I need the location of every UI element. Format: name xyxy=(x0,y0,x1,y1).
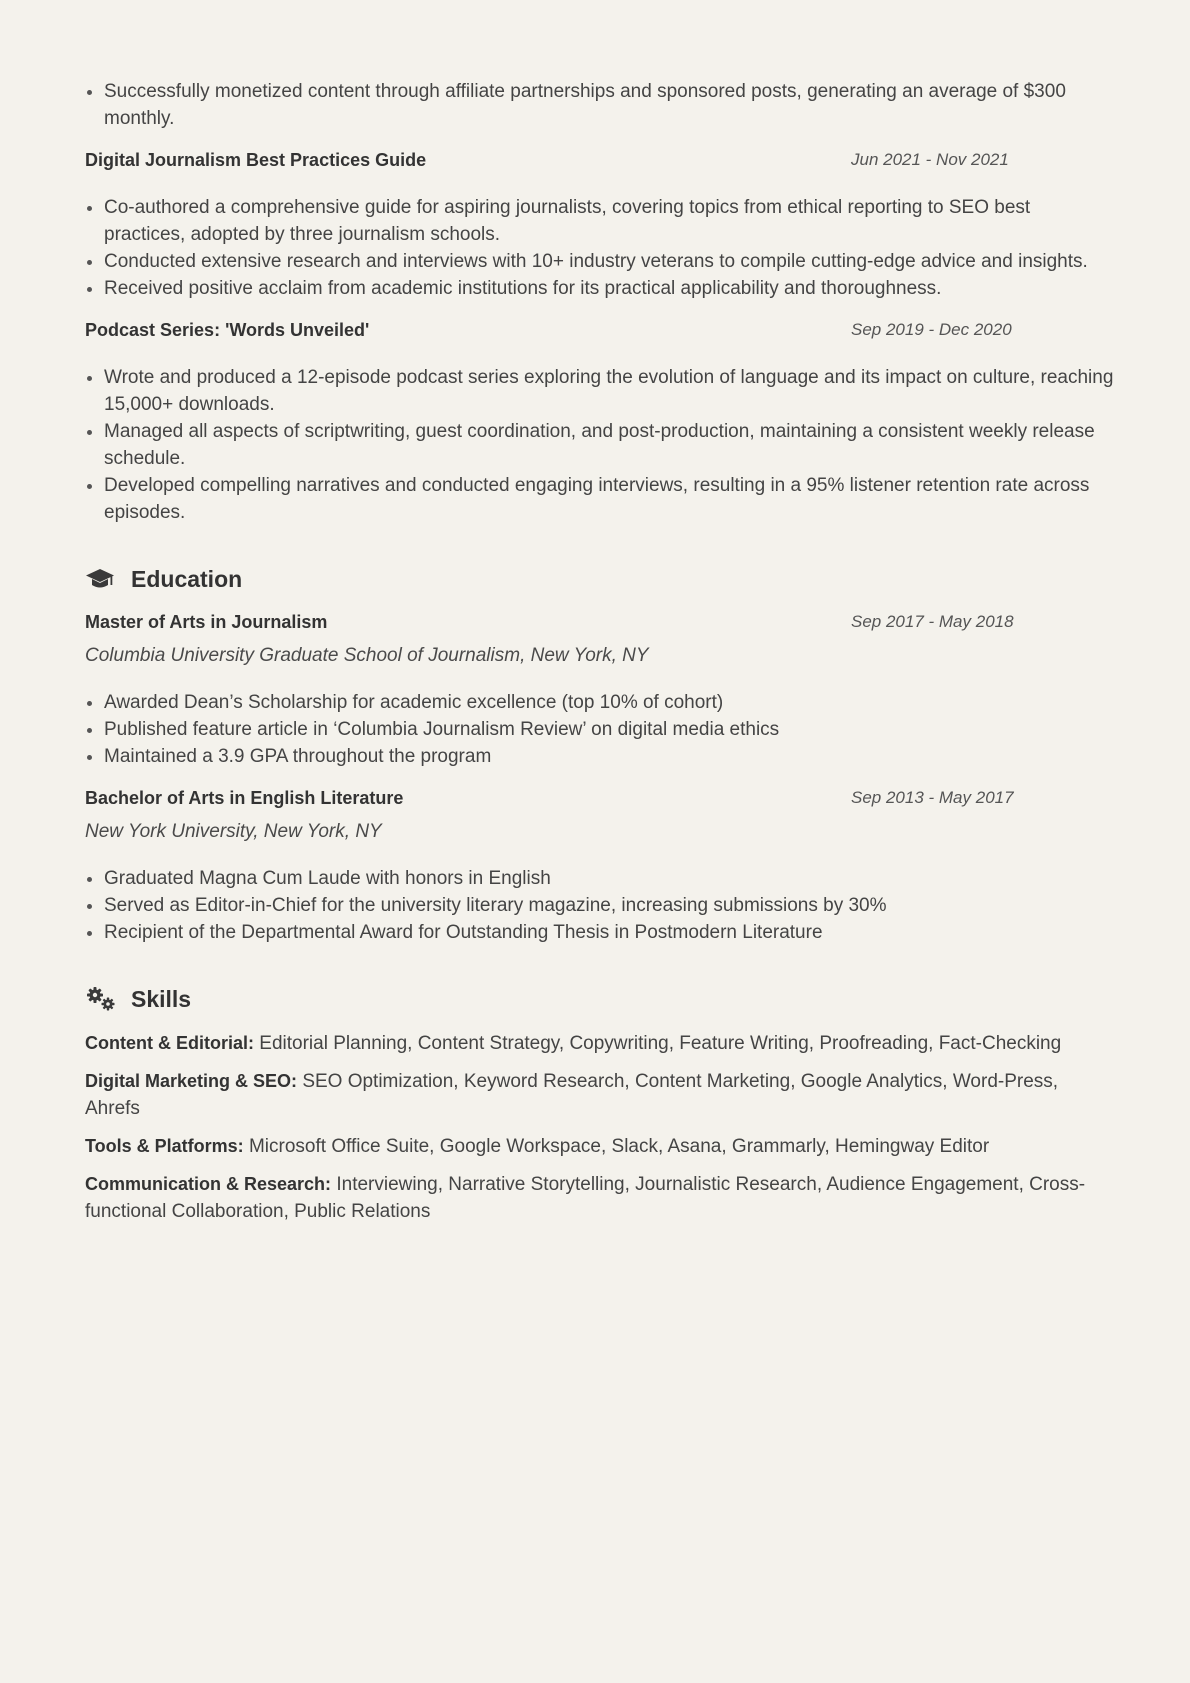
degree-title: Bachelor of Arts in English Literature xyxy=(85,788,404,808)
project-date: Sep 2019 - Dec 2020 xyxy=(851,320,1012,339)
skill-label: Digital Marketing & SEO: xyxy=(85,1071,298,1091)
gears-icon xyxy=(85,986,117,1012)
section-title: Skills xyxy=(131,986,192,1012)
project-entry xyxy=(85,318,1115,526)
skill-value: Interviewing, Narrative Storytelling, Journalistic Research, Audience Engagement, Cross-functional Collaboration, Public Relations xyxy=(85,1174,1086,1222)
project-bullets xyxy=(85,194,1115,302)
skill-value: SEO Optimization, Keyword Research, Content Marketing, Google Analytics, Word-Press, Ahrefs xyxy=(85,1071,1059,1119)
skill-label: Communication & Research: xyxy=(85,1174,332,1194)
education-header xyxy=(85,786,1115,810)
project-date: Jun 2021 - Nov 2021 xyxy=(851,150,1009,169)
project-bullets xyxy=(85,364,1115,526)
graduation-cap-icon xyxy=(85,566,117,592)
skill-row xyxy=(85,1068,1115,1122)
resume-page xyxy=(85,78,1115,1236)
bullet-item: Served as Editor-in-Chief for the university literary magazine, increasing submissions by 30% xyxy=(85,892,1115,919)
skill-row xyxy=(85,1133,1115,1160)
education-date: Sep 2013 - May 2017 xyxy=(851,788,1014,807)
bullet-item: Co-authored a comprehensive guide for aspiring journalists, covering topics from ethical reporting to SEO best practices, adopted by three journalism schools. xyxy=(85,194,1115,248)
skill-label: Content & Editorial: xyxy=(85,1033,254,1053)
bullet-item: Developed compelling narratives and conducted engaging interviews, resulting in a 95% listener retention rate across episodes. xyxy=(85,472,1115,526)
education-section-header xyxy=(85,564,1115,594)
bullet-item: Successfully monetized content through affiliate partnerships and sponsored posts, generating an average of $300 monthly. xyxy=(85,78,1115,132)
project-title: Digital Journalism Best Practices Guide xyxy=(85,150,427,170)
education-bullets xyxy=(85,865,1115,946)
bullet-item: Awarded Dean’s Scholarship for academic excellence (top 10% of cohort) xyxy=(85,689,1115,716)
education-bullets xyxy=(85,689,1115,770)
section-title: Education xyxy=(131,566,243,592)
bullet-item: Received positive acclaim from academic institutions for its practical applicability and thoroughness. xyxy=(85,275,1115,302)
education-entry xyxy=(85,610,1115,770)
degree-title: Master of Arts in Journalism xyxy=(85,612,328,632)
education-entry xyxy=(85,786,1115,946)
project-entry xyxy=(85,148,1115,302)
skill-row xyxy=(85,1171,1115,1225)
skill-label: Tools & Platforms: xyxy=(85,1136,244,1156)
bullet-item: Recipient of the Departmental Award for Outstanding Thesis in Postmodern Literature xyxy=(85,919,1115,946)
skills-section-header xyxy=(85,984,1115,1014)
bullet-item: Published feature article in ‘Columbia Journalism Review’ on digital media ethics xyxy=(85,716,1115,743)
bullet-item: Wrote and produced a 12-episode podcast series exploring the evolution of language and its impact on culture, reaching 15,000+ downloads. xyxy=(85,364,1115,418)
bullet-item: Maintained a 3.9 GPA throughout the program xyxy=(85,743,1115,770)
project-header xyxy=(85,318,1115,342)
bullet-item: Managed all aspects of scriptwriting, guest coordination, and post-production, maintaining a consistent weekly release schedule. xyxy=(85,418,1115,472)
school-name: Columbia University Graduate School of Journalism, New York, NY xyxy=(85,645,649,666)
project-title: Podcast Series: 'Words Unveiled' xyxy=(85,320,370,340)
skill-value: Microsoft Office Suite, Google Workspace, Slack, Asana, Grammarly, Hemingway Editor xyxy=(248,1136,990,1157)
skill-row xyxy=(85,1030,1115,1057)
bullet-item: Conducted extensive research and interviews with 10+ industry veterans to compile cutting-edge advice and insights. xyxy=(85,248,1115,275)
project-header xyxy=(85,148,1115,172)
skills-list xyxy=(85,1030,1115,1225)
bullet-item: Graduated Magna Cum Laude with honors in English xyxy=(85,865,1115,892)
previous-entry-bullets xyxy=(85,78,1115,132)
school-name: New York University, New York, NY xyxy=(85,821,382,842)
education-date: Sep 2017 - May 2018 xyxy=(851,612,1014,631)
skill-value: Editorial Planning, Content Strategy, Copywriting, Feature Writing, Proofreading, Fact-Checking xyxy=(259,1033,1062,1054)
education-header xyxy=(85,610,1115,634)
